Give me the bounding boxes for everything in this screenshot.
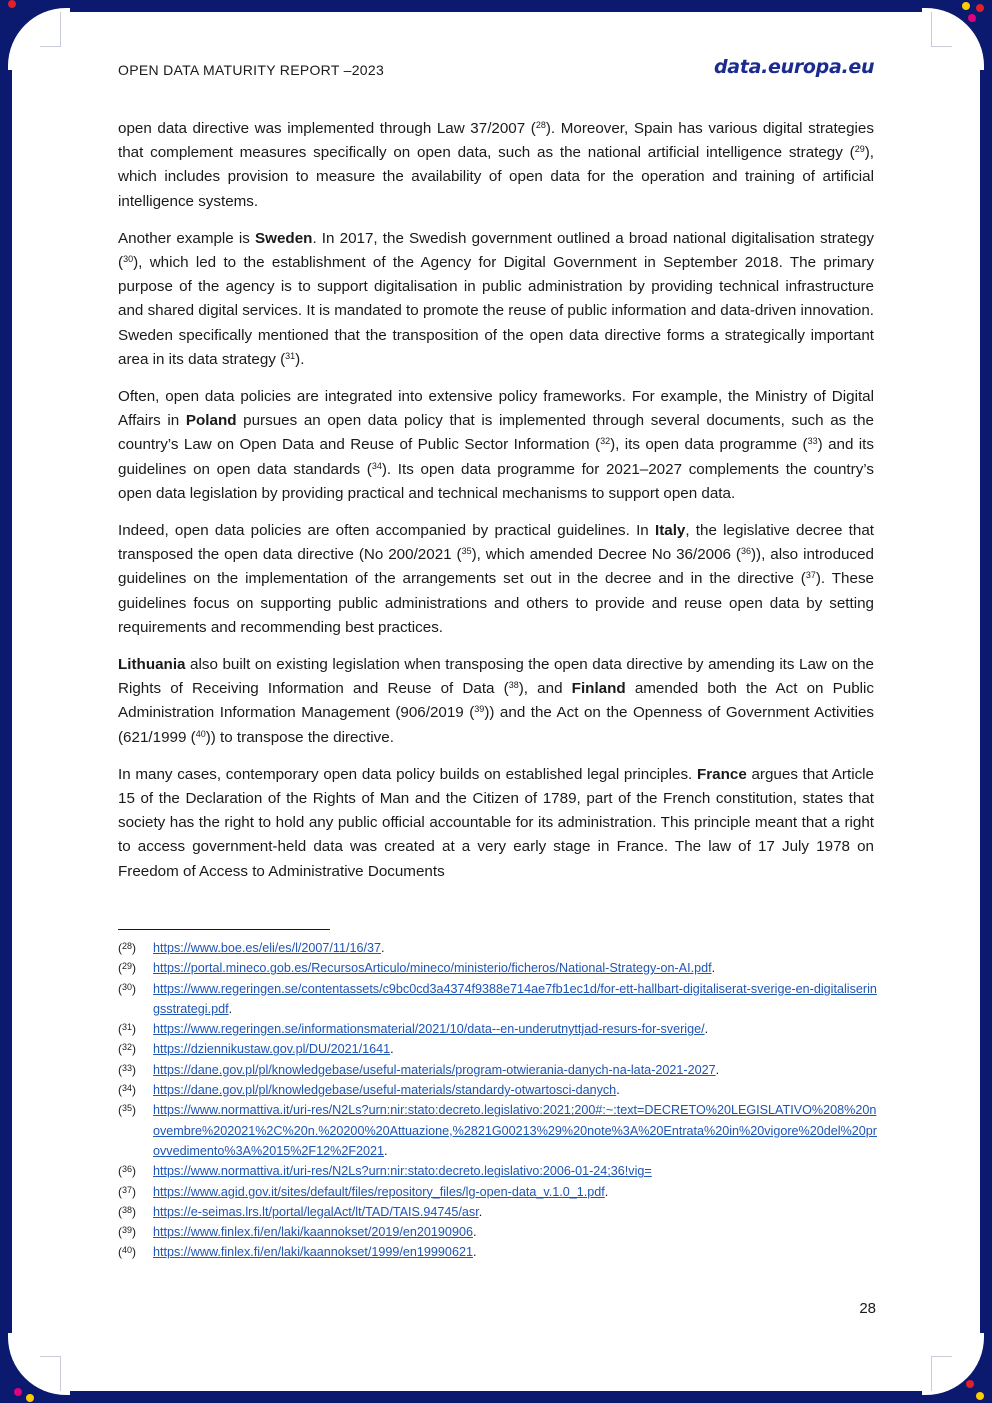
footnote-number: ($^{34}$) (118, 1083, 137, 1098)
footnote-item (118, 1060, 878, 1080)
footnote-tail: . (384, 1143, 388, 1158)
footnote-number-value: 40 (122, 1245, 133, 1256)
footnote-link[interactable]: https://www.regeringen.se/informationsmaterial/2021/10/data--en-underutnyttjad-resurs-for-sverige/ (153, 1022, 705, 1037)
decor-dot-yellow (962, 2, 970, 10)
text-run: ), its open data programme ( (610, 436, 808, 454)
page-number: 28 (859, 1300, 876, 1317)
footnote-item (118, 1222, 878, 1242)
footnote-ref[interactable]: 28 (535, 120, 546, 130)
footnote-number-value: 30 (122, 981, 133, 992)
footnote-ref[interactable]: 30 (123, 254, 134, 265)
footnote-number-value: 34 (122, 1083, 133, 1094)
footnote-ref[interactable]: 38 (508, 680, 519, 691)
logo-text: data.europa.eu (714, 56, 875, 78)
footnote-tail: . (390, 1042, 394, 1057)
crop-mark-top-right (931, 12, 952, 47)
footnote-tail: . (472, 1245, 477, 1260)
text-run: In many cases, contemporary open data policy builds on established legal principles. (118, 765, 697, 783)
footnote-number: ($^{32}$) (118, 1042, 137, 1057)
text-run: ), which led to the establishment of the Agency for Digital Government in September 2018. The primary purpose of the agency is to support digitalisation in public administration by providing technical infrastructure and shared digital services. It is mandated to promote the reuse of public information and data-driven innovation. Sweden specifically mentioned that the transposition of the open data directive forms a strategically important area in its data strategy ( (118, 254, 874, 368)
decor-dot-red (976, 4, 984, 12)
footnote-number-value: 31 (122, 1022, 133, 1033)
frame-right-border (980, 0, 992, 1403)
decor-dot-red (8, 0, 16, 8)
data-europa-logo (714, 56, 874, 78)
text-run: )) to transpose the directive. (205, 728, 394, 746)
text-run: ). Moreover, Spain has various digital strategies that complement measures specifically on open data, such as the national artificial intelligence strategy ( (118, 120, 874, 162)
report-header-title: OPEN DATA MATURITY REPORT –2023 (118, 62, 385, 78)
footnote-number-value: 35 (122, 1103, 133, 1114)
footnote-link[interactable]: https://dane.gov.pl/pl/knowledgebase/useful-materials/standardy-otwartosci-danych (153, 1083, 617, 1098)
paragraph-spain (118, 117, 874, 214)
footnote-number-value: 28 (122, 941, 133, 951)
country-name: Sweden (255, 229, 313, 247)
decor-dot-yellow (976, 1392, 984, 1400)
footnote-number: ($^{39}$) (118, 1225, 137, 1240)
footnote-link[interactable]: https://dziennikustaw.gov.pl/DU/2021/1641 (153, 1042, 391, 1057)
paragraph-poland (118, 385, 874, 506)
crop-mark-bottom-left (40, 1356, 61, 1391)
text-run: Another example is (118, 229, 256, 247)
footnote-item (118, 1182, 878, 1202)
text-run: Often, open data policies are integrated into extensive policy frameworks. For example, the Ministry of Digital Affairs in (118, 388, 874, 430)
footnote-number: ($^{33}$) (118, 1062, 137, 1077)
footnote-tail: . (604, 1184, 609, 1199)
footnote-item (118, 1100, 878, 1161)
footnote-ref[interactable]: 35 (461, 546, 472, 557)
footnote-ref[interactable]: 37 (805, 570, 816, 581)
footnote-number-value: 36 (122, 1164, 133, 1175)
footnote-number: ($^{37}$) (118, 1184, 137, 1199)
footnote-number: ($^{31}$) (118, 1022, 137, 1037)
footnote-ref[interactable]: 39 (474, 704, 485, 715)
footnote-link[interactable]: https://www.normattiva.it/uri-res/N2Ls?urn:nir:stato:decreto.legislativo:2006-01-24;36!vig= (153, 1164, 652, 1179)
paragraph-france (118, 763, 874, 884)
text-run: Indeed, open data policies are often accompanied by practical guidelines. In (118, 522, 655, 540)
footnote-item (118, 979, 878, 1020)
frame-bottom-border (0, 1391, 992, 1403)
footnote-tail: . (711, 961, 716, 976)
footnote-tail: . (616, 1083, 620, 1098)
frame-top-border (0, 0, 992, 12)
country-name: France (696, 765, 747, 783)
footnote-number-value: 39 (122, 1225, 133, 1236)
footnote-item (118, 1242, 878, 1262)
footnote-link[interactable]: https://www.finlex.fi/en/laki/kaannokset/2019/en20190906 (153, 1225, 473, 1240)
text-run: open data directive was implemented through Law 37/2007 ( (118, 120, 536, 137)
footnote-item (118, 1019, 878, 1039)
footnote-tail: . (715, 1062, 720, 1077)
footnote-link[interactable]: https://www.agid.gov.it/sites/default/files/repository_files/lg-open-data_v.1.0_1.pdf (153, 1184, 605, 1199)
text-run: . In 2017, the Swedish government outlined a broad national digitalisation strategy ( (118, 229, 875, 272)
footnote-link[interactable]: https://e-seimas.lrs.lt/portal/legalAct/lt/TAD/TAIS.94745/asr (153, 1204, 479, 1219)
footnote-number: ($^{30}$) (118, 981, 137, 996)
footnote-separator (118, 929, 330, 930)
crop-mark-bottom-right (931, 1356, 952, 1391)
country-name: Finland (571, 680, 626, 698)
text-run: ), which amended Decree No 36/2006 ( (471, 546, 741, 564)
text-run: ). Its open data programme for 2021–2027 complements the country’s open data legislation by providing practical and technical mechanisms to support open data. (118, 460, 874, 502)
decor-dot-red (966, 1380, 974, 1388)
text-run: argues that Article 15 of the Declaration of the Rights of Man and the Citizen of 1789, part of the French constitution, states that society has the right to hold any public official accountable for its administration. This principle meant that a right to access government-held data was created at a very early stage in France. The law of 17 July 1978 on Freedom of Access to Administrative Documents (118, 765, 874, 880)
footnote-item (118, 958, 878, 978)
footnote-number: ($^{40}$) (118, 1245, 137, 1260)
footnote-number: ($^{36}$) (118, 1164, 137, 1179)
footnote-ref[interactable]: 31 (285, 350, 296, 361)
footnote-ref[interactable]: 34 (371, 460, 382, 471)
country-name: Poland (185, 412, 237, 430)
footnote-ref[interactable]: 29 (854, 144, 865, 155)
paragraph-sweden (118, 227, 874, 372)
footnote-item (118, 938, 878, 958)
footnote-tail: . (704, 1022, 709, 1037)
country-name: Italy (654, 522, 686, 540)
footnote-item (118, 1080, 878, 1100)
footnote-tail: . (472, 1225, 477, 1240)
footnote-link[interactable]: https://www.boe.es/eli/es/l/2007/11/16/37 (153, 941, 381, 955)
footnote-ref[interactable]: 32 (600, 436, 611, 447)
footnote-number: ($^{29}$) (118, 961, 137, 976)
text-run: amended both the Act on Public Administration Information Management (906/2019 ( (118, 680, 874, 722)
text-run: ). These guidelines focus on supporting public administrations and others to provide and reuse open data by setting requirements and recommending best practices. (118, 570, 874, 636)
footnote-link[interactable]: https://www.finlex.fi/en/laki/kaannokset/1999/en19990621 (153, 1245, 473, 1260)
footnote-link[interactable]: https://dane.gov.pl/pl/knowledgebase/useful-materials/program-otwierania-danych-na-lata-2021-2027 (153, 1062, 716, 1077)
footnote-number-value: 29 (122, 961, 133, 972)
text-run: , the legislative decree that transposed the open data directive (No 200/2021 ( (118, 522, 875, 564)
footnote-tail: . (228, 1001, 233, 1016)
footnote-item (118, 1161, 878, 1181)
footnote-number: ($^{28}$) (118, 941, 137, 955)
footnote-link[interactable]: https://www.normattiva.it/uri-res/N2Ls?urn:nir:stato:decreto.legislativo:2021;200#:~:text=DECRETO%20LEGISLATIVO%208%20novembre%202021%2C%20n.%20200%20Attuazione,%2821G00213%29%20note%3A%20Entrata%20in%20vigore%20del%20provvedimento%3A%2015%2F12%2F2021 (153, 1103, 877, 1158)
footnote-ref[interactable]: 36 (740, 546, 751, 557)
text-run: ) and its guidelines on open data standards ( (118, 436, 874, 478)
footnote-link[interactable]: https://portal.mineco.gob.es/RecursosArticulo/mineco/ministerio/ficheros/National-Strategy-on-AI.pdf (153, 961, 712, 976)
footnote-ref[interactable]: 40 (195, 728, 206, 739)
footnote-link[interactable]: https://www.regeringen.se/contentassets/c9bc0cd3a4374f9388e714ae7fb1ec1d/for-ett-hallbart-digitaliserat-sverige-en-digitaliseringsstrategi.pdf (153, 981, 877, 1016)
text-run: ). (295, 350, 305, 368)
decor-dot-yellow (26, 1394, 34, 1402)
main-text (118, 117, 874, 897)
footnote-item (118, 1039, 878, 1059)
footnote-number-value: 33 (122, 1062, 133, 1073)
footnote-number-value: 38 (122, 1204, 133, 1215)
country-name: Lithuania (118, 656, 186, 674)
footnote-number: ($^{38}$) (118, 1204, 137, 1219)
decor-dot-magenta (14, 1388, 22, 1396)
crop-mark-top-left (40, 12, 61, 47)
text-run: ), and (518, 680, 572, 698)
footnote-number-value: 37 (122, 1184, 133, 1195)
text-run: pursues an open data policy that is implemented through several documents, such as the country’s Law on Open Data and Reuse of Public Sector Information ( (118, 412, 875, 454)
footnotes-list (118, 938, 878, 1263)
text-run: ), which includes provision to measure the availability of open data for the operation and training of artificial intelligence systems. (118, 144, 874, 210)
text-run: )), also introduced guidelines on the implementation of the arrangements set out in the decree and in the directive ( (118, 546, 874, 588)
text-run: also built on existing legislation when transposing the open data directive by amending its Law on the Rights of Receiving Information and Reuse of Data ( (118, 656, 874, 698)
footnote-item (118, 1202, 878, 1222)
frame-left-border (0, 0, 12, 1403)
paragraph-lithuania-finland (118, 653, 874, 750)
footnote-number: ($^{35}$) (118, 1103, 137, 1118)
footnote-ref[interactable]: 33 (807, 436, 818, 447)
footnote-tail: . (478, 1204, 483, 1219)
text-run: )) and the Act on the Openness of Government Activities (621/1999 ( (118, 704, 874, 746)
footnote-tail: . (381, 941, 385, 955)
paragraph-italy (118, 519, 874, 640)
footnote-number-value: 32 (122, 1042, 133, 1053)
decor-dot-magenta (968, 14, 976, 22)
